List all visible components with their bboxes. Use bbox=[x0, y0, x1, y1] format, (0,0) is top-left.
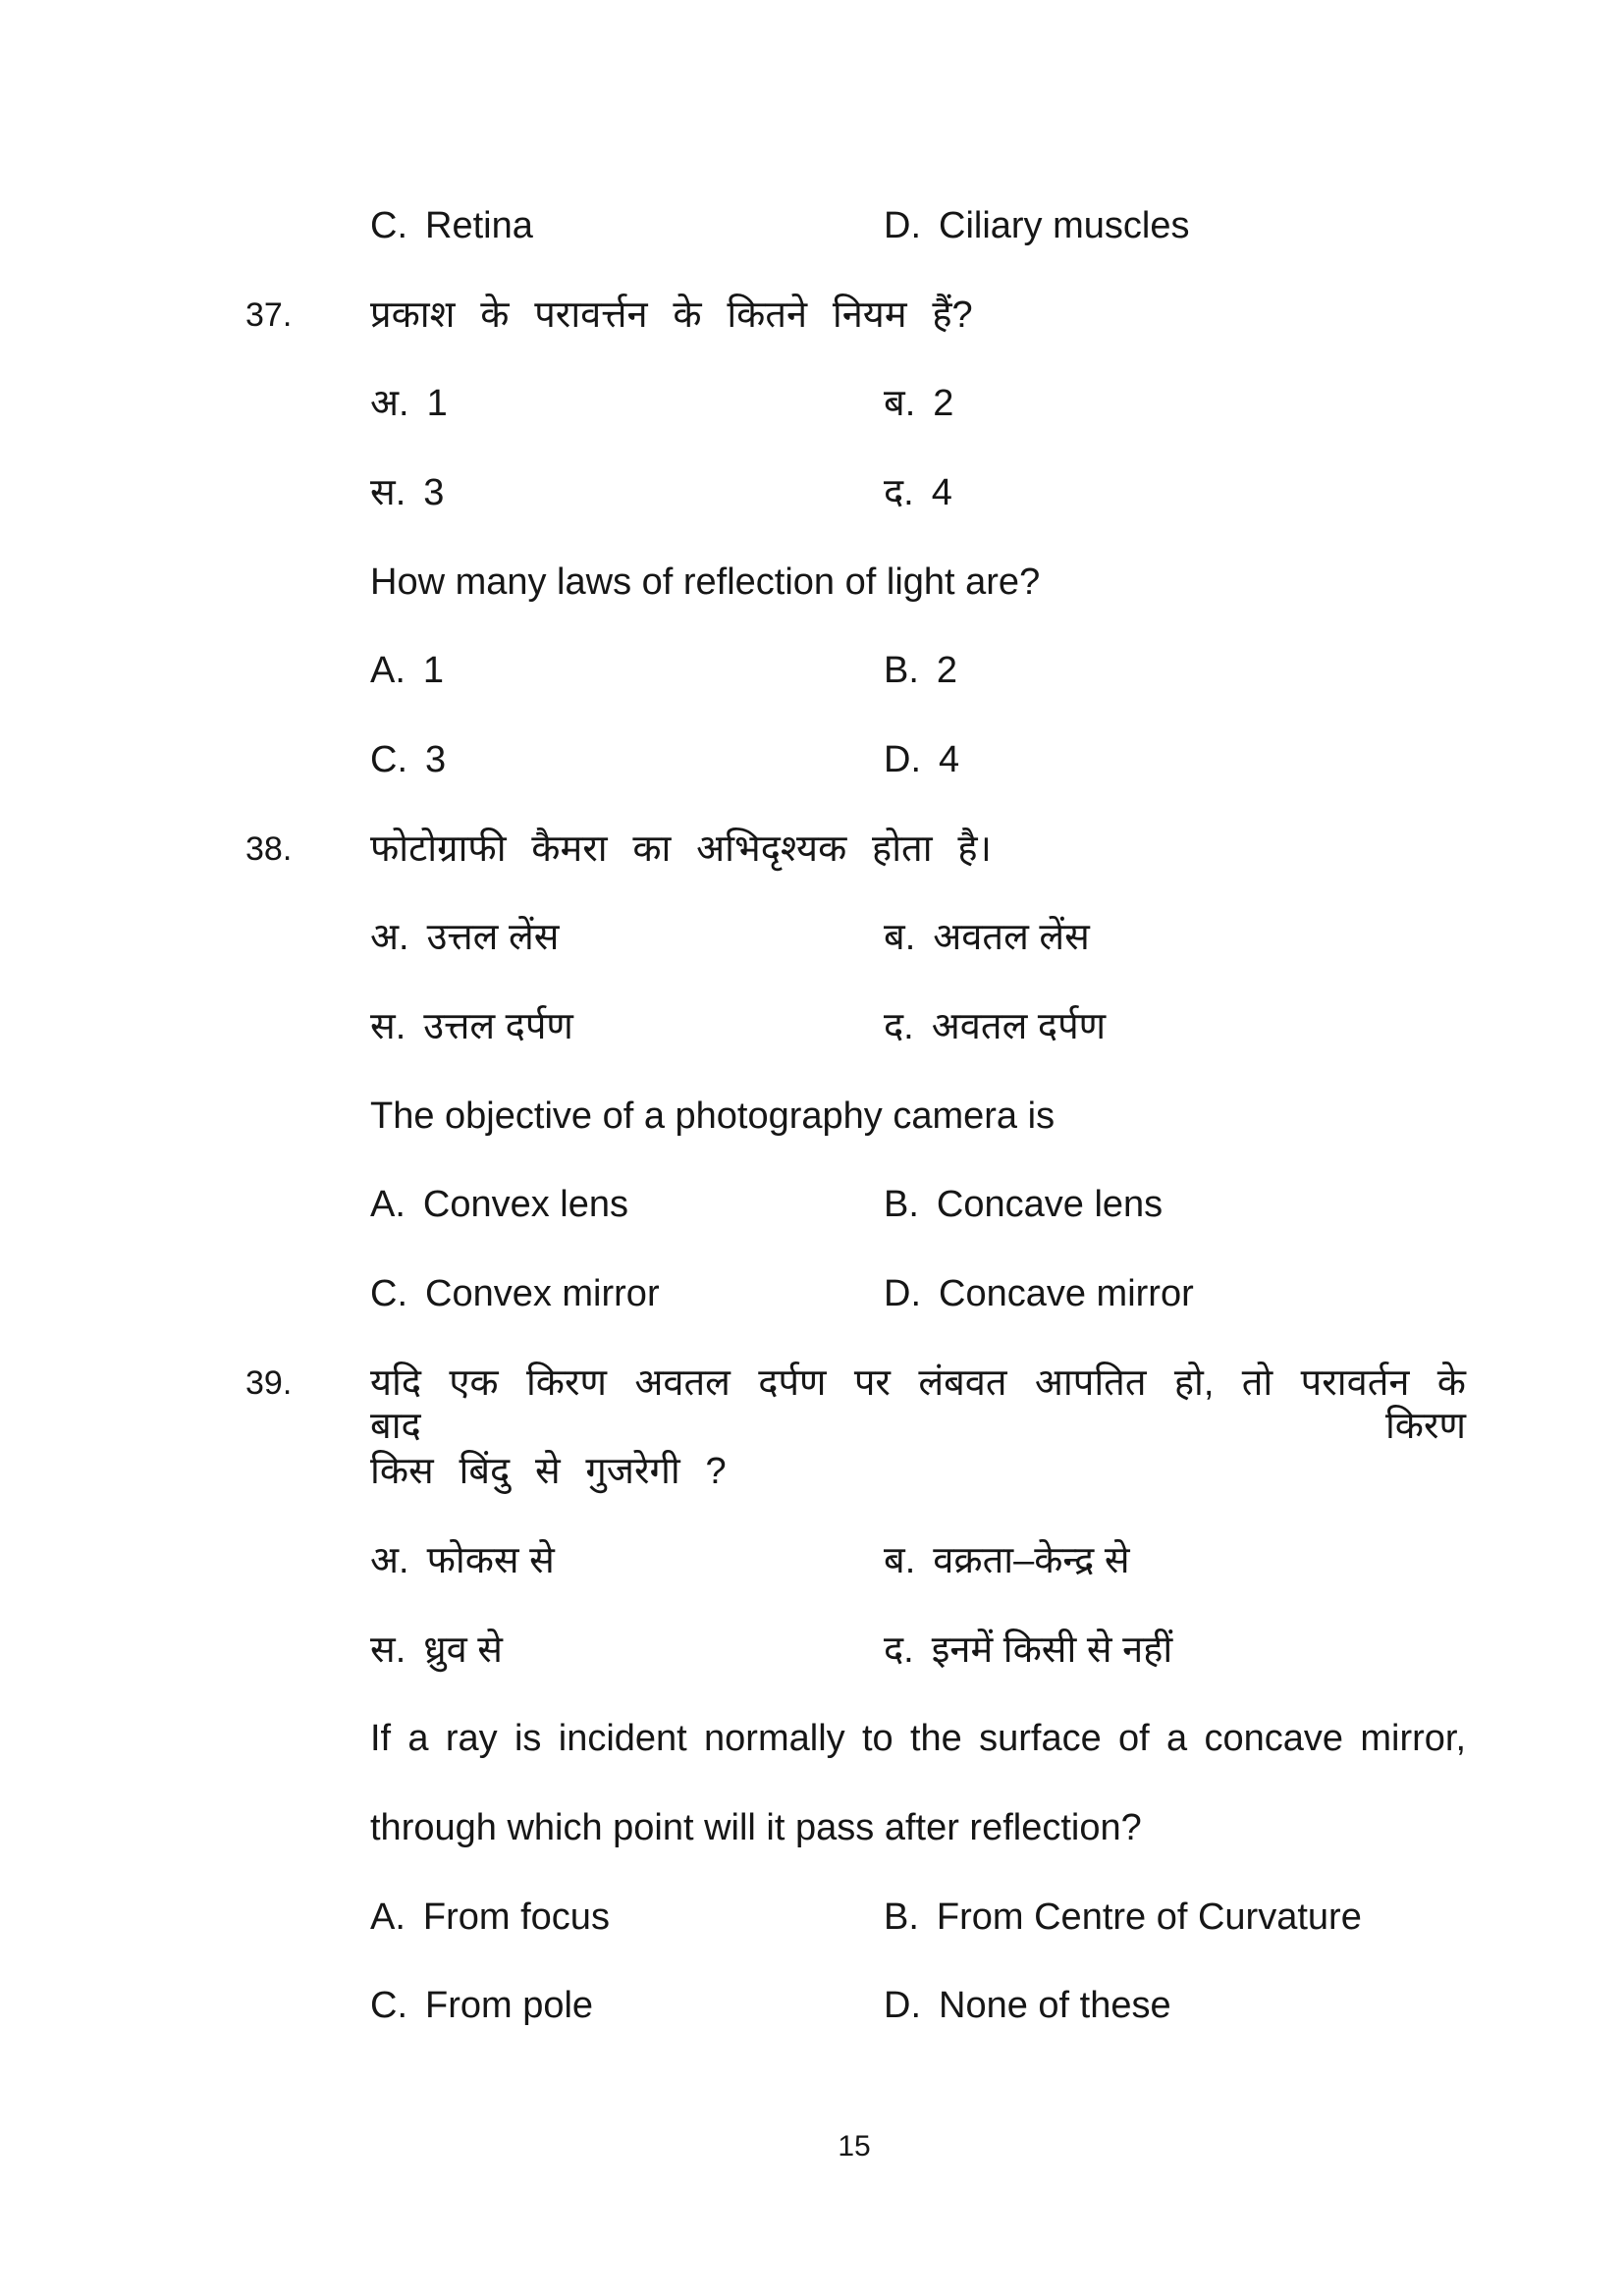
option-39-hindi-b bbox=[884, 1540, 1130, 1583]
option-39-english-d bbox=[884, 1985, 1171, 2028]
option-37-hindi-a bbox=[370, 383, 448, 426]
option-marker: B. bbox=[884, 1184, 919, 1225]
option-marker: द. bbox=[884, 1006, 914, 1047]
option-text: 4 bbox=[931, 472, 952, 513]
option-38-english-b bbox=[884, 1184, 1163, 1227]
option-39-english-c bbox=[370, 1985, 593, 2028]
option-text: Ciliary muscles bbox=[939, 205, 1190, 246]
question-37-english-text: How many laws of reflection of light are? bbox=[370, 561, 1041, 603]
option-text: 1 bbox=[422, 650, 445, 691]
option-37-english-b bbox=[884, 650, 957, 693]
option-text: 1 bbox=[426, 383, 448, 424]
question-38-english-text: The objective of a photography camera is bbox=[370, 1095, 1056, 1137]
option-text: 2 bbox=[936, 650, 958, 691]
option-38-english-d bbox=[884, 1273, 1194, 1316]
option-marker: A. bbox=[370, 1184, 406, 1225]
option-39-english-b bbox=[884, 1896, 1362, 1940]
question-39-english-line2: through which point will it pass after reflection? bbox=[370, 1807, 1142, 1848]
option-38-hindi-a bbox=[370, 917, 559, 960]
option-marker: D. bbox=[884, 205, 921, 246]
option-marker: B. bbox=[884, 650, 919, 691]
option-marker: स. bbox=[370, 1629, 406, 1671]
option-38-english-a bbox=[370, 1184, 628, 1227]
option-39-hindi-d bbox=[884, 1629, 1172, 1673]
option-marker: B. bbox=[884, 1896, 919, 1938]
option-text: Convex mirror bbox=[425, 1273, 660, 1314]
option-text: अवतल दर्पण bbox=[931, 1006, 1107, 1047]
option-text: 4 bbox=[939, 739, 960, 780]
option-marker: द. bbox=[884, 472, 914, 513]
option-38-english-c bbox=[370, 1273, 660, 1316]
question-39-hindi-line2: किस बिंदु से गुजरेगी ? bbox=[370, 1451, 727, 1492]
option-marker: अ. bbox=[370, 383, 409, 424]
option-text: Convex lens bbox=[422, 1184, 629, 1225]
option-marker: द. bbox=[884, 1629, 914, 1671]
option-text: उत्तल दर्पण bbox=[423, 1006, 573, 1047]
option-marker: अ. bbox=[370, 917, 409, 958]
question-39-number: 39. bbox=[245, 1364, 293, 1402]
option-marker: ब. bbox=[884, 1540, 916, 1581]
option-text: उत्तल लेंस bbox=[426, 917, 560, 958]
option-text: From focus bbox=[422, 1896, 610, 1938]
option-marker: C. bbox=[370, 205, 407, 246]
question-37-number: 37. bbox=[245, 296, 293, 334]
option-text: 2 bbox=[933, 383, 954, 424]
option-39-hindi-c bbox=[370, 1629, 503, 1673]
option-text: ध्रुव से bbox=[423, 1629, 503, 1671]
option-marker: स. bbox=[370, 1006, 406, 1047]
option-text: Concave mirror bbox=[939, 1273, 1194, 1314]
option-text: Concave lens bbox=[936, 1184, 1164, 1225]
option-text: From pole bbox=[425, 1985, 594, 2026]
option-text: None of these bbox=[939, 1985, 1171, 2026]
option-text: 3 bbox=[425, 739, 447, 780]
option-marker: A. bbox=[370, 650, 406, 691]
question-38-hindi-text: फोटोग्राफी कैमरा का अभिदृश्यक होता है। bbox=[370, 828, 992, 870]
option-text: वक्रता–केन्द्र से bbox=[933, 1540, 1130, 1581]
option-marker: C. bbox=[370, 739, 407, 780]
option-marker: A. bbox=[370, 1896, 406, 1938]
option-39-english-a bbox=[370, 1896, 610, 1940]
option-text: अवतल लेंस bbox=[933, 917, 1090, 958]
option-marker: ब. bbox=[884, 917, 916, 958]
page-number: 15 bbox=[838, 2130, 871, 2163]
question-39-english-line1: If a ray is incident normally to the surface of a concave mirror, bbox=[370, 1718, 1466, 1759]
option-marker: D. bbox=[884, 739, 921, 780]
option-text: फोकस से bbox=[426, 1540, 555, 1581]
option-38-hindi-c bbox=[370, 1006, 573, 1049]
option-text: 3 bbox=[423, 472, 445, 513]
option-text: Retina bbox=[425, 205, 533, 246]
option-37-hindi-b bbox=[884, 383, 953, 426]
question-39-hindi-line1: यदि एक किरण अवतल दर्पण पर लंबवत आपतित हो, तो परावर्तन के बाद किरण bbox=[370, 1362, 1466, 1447]
question-37-hindi-text: प्रकाश के परावर्त्तन के कितने नियम हैं? bbox=[370, 294, 973, 336]
question-38-number: 38. bbox=[245, 830, 293, 868]
option-37-english-c bbox=[370, 739, 446, 782]
option-37-hindi-d bbox=[884, 472, 952, 515]
option-38-hindi-d bbox=[884, 1006, 1106, 1049]
option-text: From Centre of Curvature bbox=[936, 1896, 1362, 1938]
option-37-hindi-c bbox=[370, 472, 444, 515]
option-marker: स. bbox=[370, 472, 406, 513]
option-marker: अ. bbox=[370, 1540, 409, 1581]
option-prev-c bbox=[370, 205, 533, 248]
option-text: इनमें किसी से नहीं bbox=[931, 1629, 1173, 1671]
option-39-hindi-a bbox=[370, 1540, 555, 1583]
option-prev-d bbox=[884, 205, 1189, 248]
option-marker: D. bbox=[884, 1985, 921, 2026]
option-37-english-a bbox=[370, 650, 444, 693]
option-marker: C. bbox=[370, 1985, 407, 2026]
option-marker: D. bbox=[884, 1273, 921, 1314]
option-marker: ब. bbox=[884, 383, 916, 424]
option-38-hindi-b bbox=[884, 917, 1090, 960]
option-37-english-d bbox=[884, 739, 959, 782]
option-marker: C. bbox=[370, 1273, 407, 1314]
